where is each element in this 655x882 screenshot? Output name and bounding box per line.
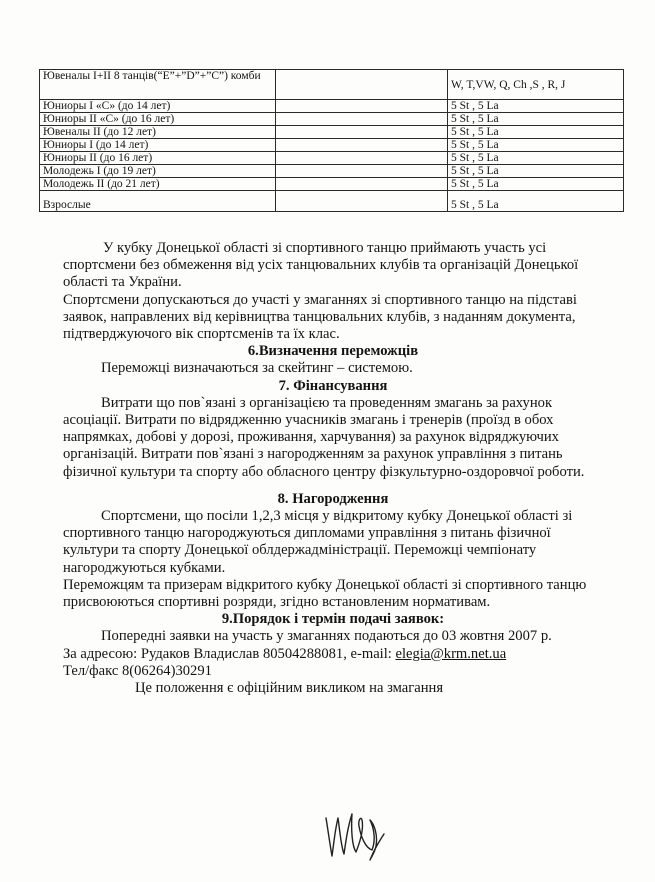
ranks-paragraph: Переможцям та призерам відкритого кубку Донецької області зі спортивного танцю присвоюються спортивні розряди, згідно встановленим нормативам. [63,576,587,611]
program-cell: 5 St , 5 La [448,139,624,152]
category-cell: Молодежь II (до 21 лет) [40,178,276,191]
section-9-heading: 9.Порядок і термін подачі заявок: [221,611,445,628]
signature-icon [318,790,398,870]
document-body [63,240,603,697]
table-row [40,113,624,126]
program-cell: 5 St , 5 La [448,191,624,212]
middle-cell [276,100,448,113]
participation-paragraph: У кубку Донецької області зі спортивного танцю приймають участь усі спортсмени без обмеження від усіх танцювальних клубів та організацій Донецької області та України. [63,240,579,291]
table-row [40,152,624,165]
table-row [40,178,624,191]
program-cell: 5 St , 5 La [448,113,624,126]
official-call-line: Це положення є офіційним викликом на змагання [135,680,444,697]
category-cell: Юниоры II «С» (до 16 лет) [40,113,276,126]
program-cell: 5 St , 5 La [448,100,624,113]
program-cell: 5 St , 5 La [448,178,624,191]
middle-cell [276,165,448,178]
table-row [40,126,624,139]
program-cell: W, T,VW, Q, Ch ,S , R, J [448,70,624,100]
middle-cell [276,178,448,191]
awards-paragraph: Спортсмени, що посіли 1,2,3 місця у відкритому кубку Донецької області зі спортивного танцю нагороджуються дипломами управління з питань фізичної культури та спорту Донецької облдержадміністрації. Переможці чемпіонату нагороджуються кубками. [63,508,573,576]
email-link[interactable]: elegia@krm.net.ua [395,645,507,662]
section-7-heading: 7. Фінансування [278,377,388,394]
table-row [40,139,624,152]
middle-cell [276,139,448,152]
program-cell: 5 St , 5 La [448,152,624,165]
program-cell: 5 St , 5 La [448,165,624,178]
category-cell: Юниоры I (до 14 лет) [40,139,276,152]
applications-paragraph: Попередні заявки на участь у змаганнях подаються до 03 жовтня 2007 р. [101,628,552,645]
financing-paragraph: Витрати що пов`язані з організацією та проведенням змагань за рахунок асоціації. Витрати по відрядженню учасників змагань і тренерів (проїзд в обох напрямках, добові у дорозі, проживання, харчування) за рахунок відряджуючих організацій. Витрати пов`язані з нагородженням за рахунок управління з питань фізичної культури та спорту або обласного центру фізкультурно-оздоровчої роботи. [63,394,585,480]
table-row [40,100,624,113]
categories-table [39,69,624,212]
section-8-heading: 8. Нагородження [277,490,389,507]
phone-line: Тел/факс 8(06264)30291 [63,662,212,679]
address-line [63,646,603,663]
section-6-heading: 6.Визначення переможців [247,343,419,360]
table-row [40,191,624,212]
winners-paragraph: Переможці визначаються за скейтинг – системою. [101,360,413,377]
category-cell: Ювеналы I+II 8 танців(“E”+”D”+”C”) комби [40,70,276,100]
category-cell: Взрослые [40,191,276,212]
category-cell: Молодежь I (до 19 лет) [40,165,276,178]
table-row [40,165,624,178]
program-cell: 5 St , 5 La [448,126,624,139]
middle-cell [276,70,448,100]
middle-cell [276,113,448,126]
admission-paragraph: Спортсмени допускаються до участі у змаганнях зі спортивного танцю на підставі заявок, направлених від керівництва танцювальних клубів, з наданням документа, підтверджуючого вік спортсменів та їх клас. [63,291,577,343]
category-cell: Ювеналы II (до 12 лет) [40,126,276,139]
table-row [40,70,624,100]
address-text: За адресою: Рудаков Владислав 80504288081, e-mail: [63,645,396,662]
category-cell: Юниоры II (до 16 лет) [40,152,276,165]
category-cell: Юниоры I «С» (до 14 лет) [40,100,276,113]
middle-cell [276,191,448,212]
middle-cell [276,126,448,139]
middle-cell [276,152,448,165]
